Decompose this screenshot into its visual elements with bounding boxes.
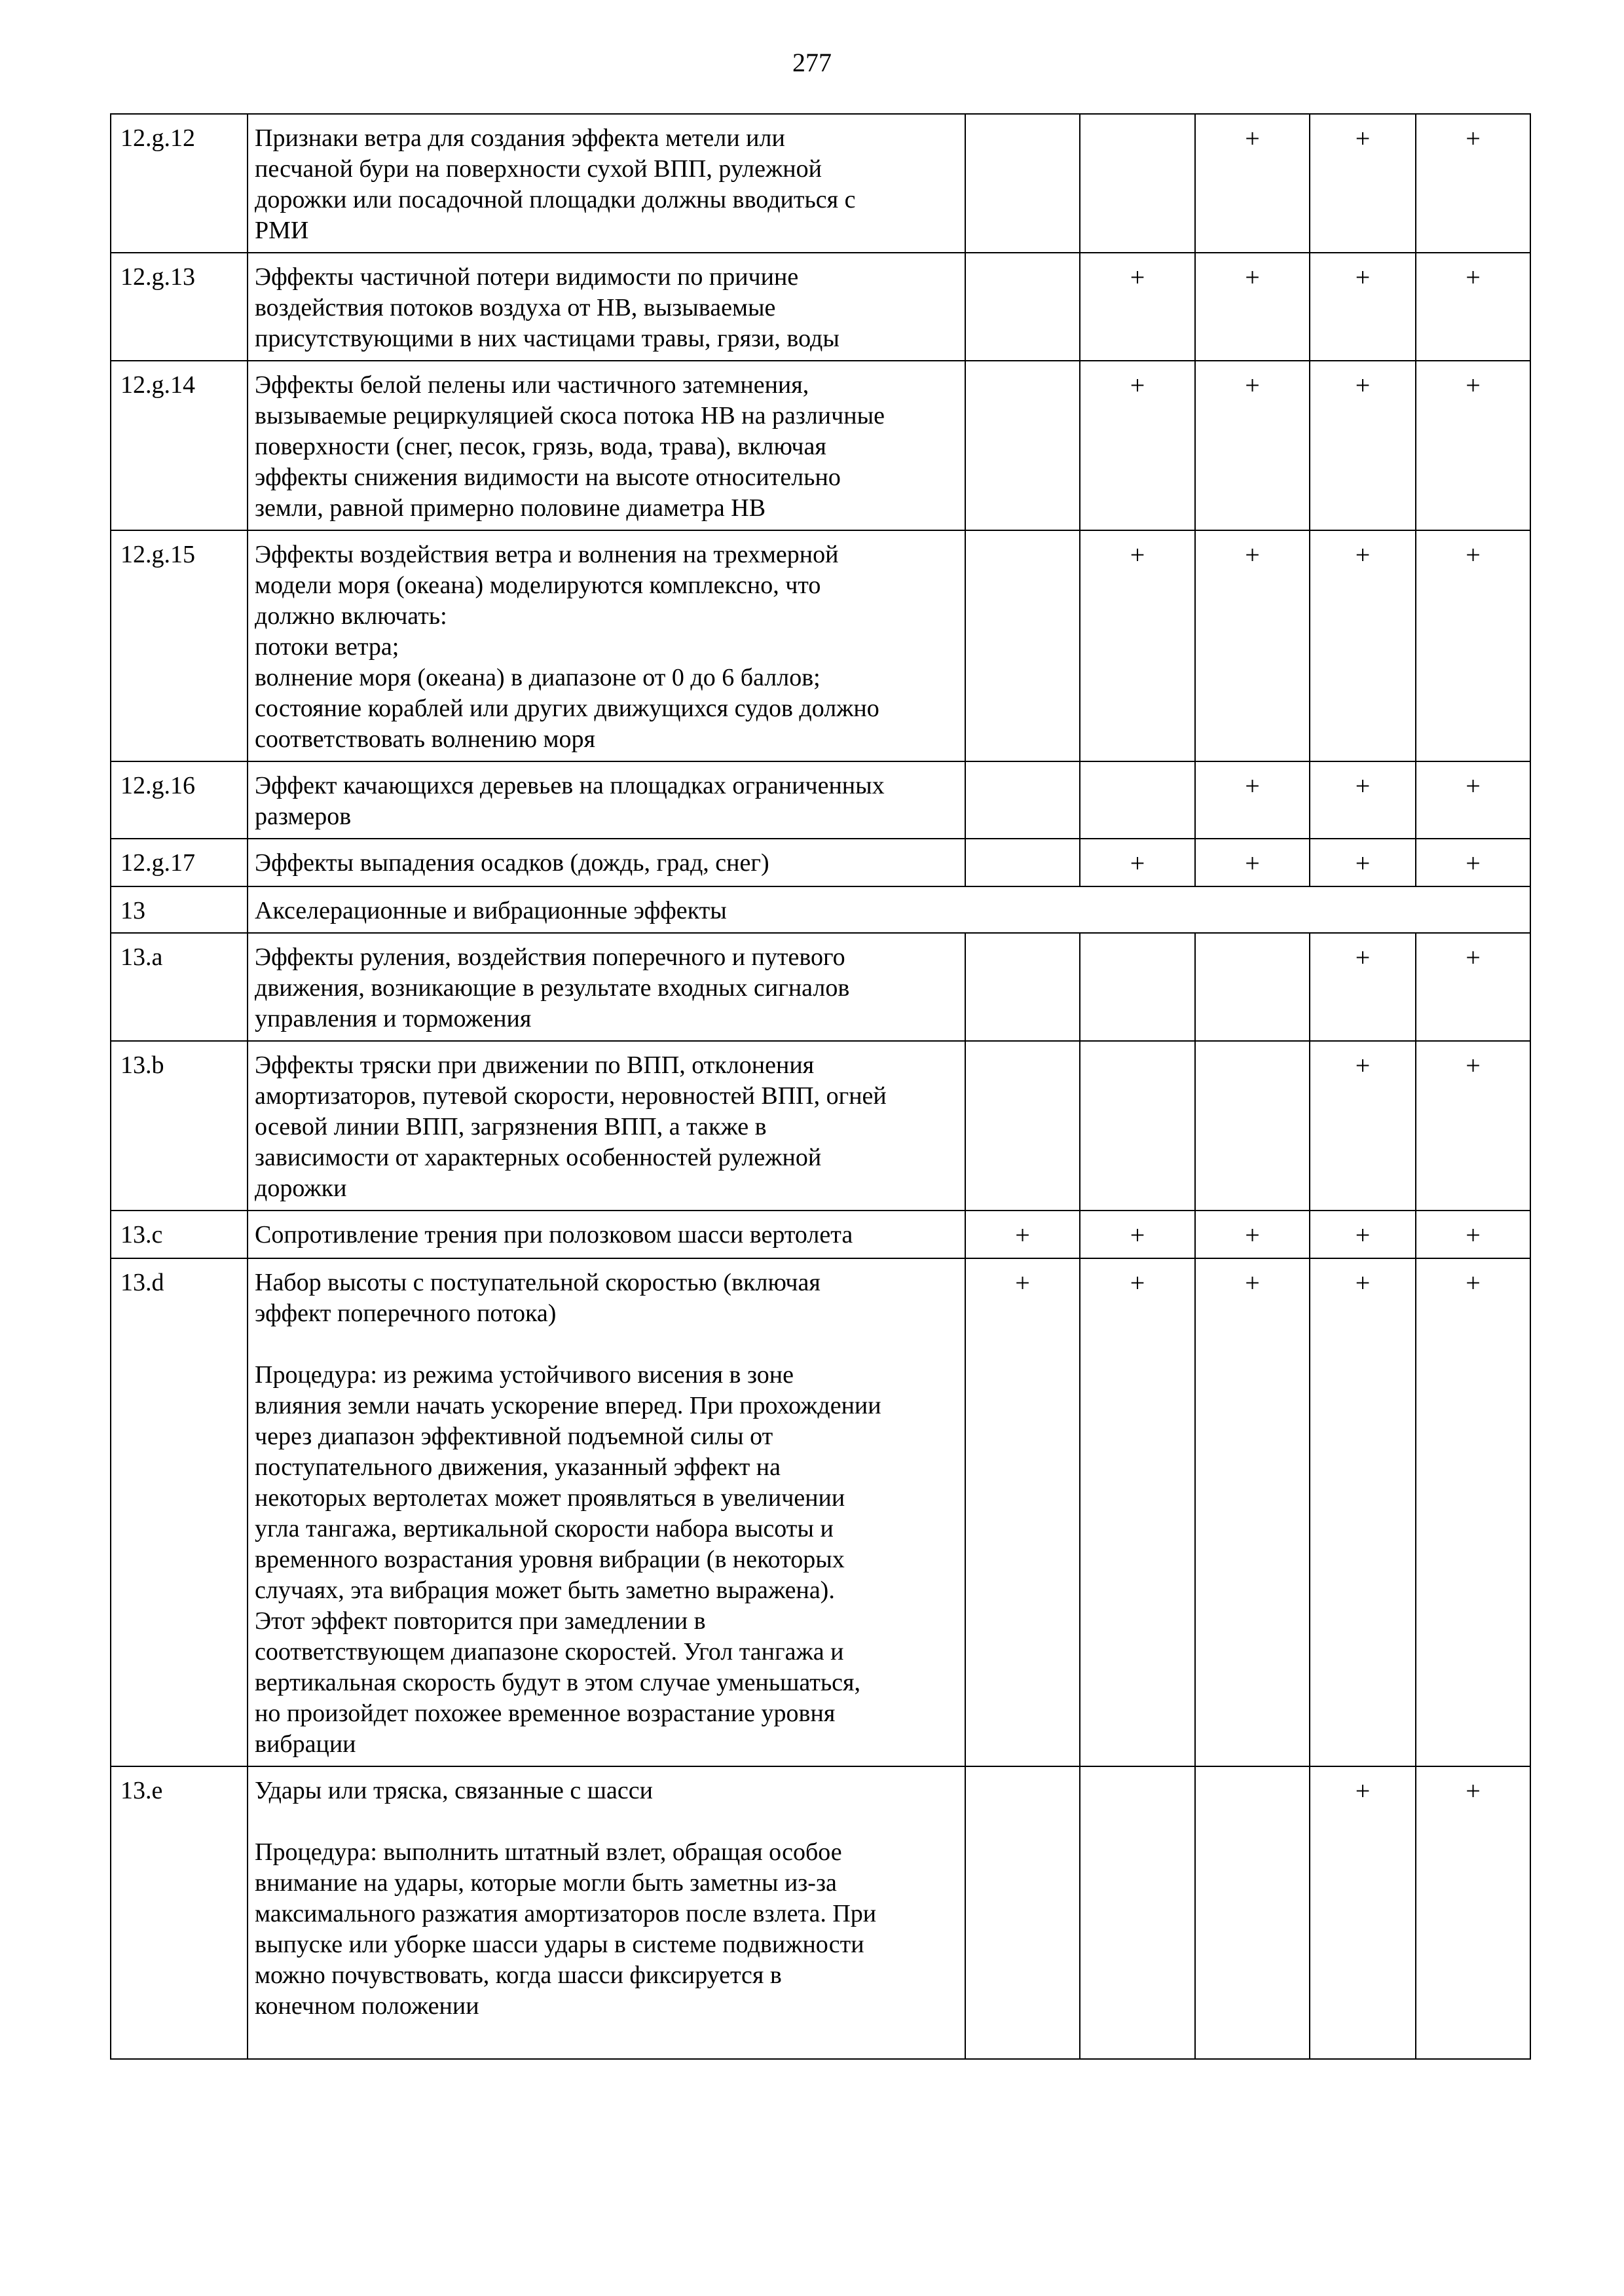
row-number: 13.a [111, 933, 248, 1041]
level-cell-2 [1080, 1211, 1195, 1258]
level-cell-3 [1195, 1211, 1310, 1258]
mark: + [1130, 540, 1145, 570]
description-line: Эффект качающихся деревьев на площадках ограниченных [255, 772, 885, 799]
table-row [111, 933, 1530, 1041]
level-cell-3 [1195, 761, 1310, 839]
level-cell-5 [1416, 530, 1530, 761]
row-number: 12.g.15 [111, 530, 248, 761]
mark: + [1466, 943, 1481, 972]
description-line: волнение моря (океана) в диапазоне от 0 до 6 баллов; [255, 664, 821, 691]
table-row [111, 761, 1530, 839]
description-line: Эффекты тряски при движении по ВПП, отклонения [255, 1051, 815, 1079]
row-description [248, 761, 965, 839]
description-line: потоки ветра; [255, 633, 399, 661]
level-cell-2 [1080, 1766, 1195, 2059]
description-line: случаях, эта вибрация может быть заметно выражена). [255, 1576, 835, 1604]
paragraph-gap [255, 1329, 959, 1360]
description-line: дорожки или посадочной площадки должны вводиться с [255, 186, 856, 213]
mark: + [1245, 124, 1260, 153]
description-line: Акселерационные и вибрационные эффекты [255, 897, 727, 924]
mark: + [1355, 1268, 1371, 1298]
level-cell-4 [1310, 933, 1416, 1041]
description-line: амортизаторов, путевой скорости, неровностей ВПП, огней [255, 1082, 887, 1110]
description-line: модели моря (океана) моделируются комплексно, что [255, 572, 821, 599]
level-cell-4 [1310, 1258, 1416, 1766]
description-line: поступательного движения, указанный эффект на [255, 1453, 781, 1481]
mark: + [1245, 1268, 1260, 1298]
description-line: эффекты снижения видимости на высоте относительно [255, 464, 841, 491]
mark: + [1015, 1268, 1030, 1298]
mark: + [1245, 371, 1260, 400]
description-line: максимального разжатия амортизаторов после взлета. При [255, 1900, 877, 1927]
row-number: 12.g.12 [111, 114, 248, 253]
description-line: Эффекты воздействия ветра и волнения на трехмерной [255, 541, 839, 568]
description-line: временного возрастания уровня вибрации (в некоторых [255, 1546, 845, 1573]
level-cell-5 [1416, 1211, 1530, 1258]
mark: + [1466, 124, 1481, 153]
level-cell-3 [1195, 361, 1310, 530]
level-cell-2 [1080, 1258, 1195, 1766]
mark: + [1355, 943, 1371, 972]
level-cell-5 [1416, 1041, 1530, 1211]
level-cell-4 [1310, 253, 1416, 361]
mark: + [1466, 263, 1481, 292]
level-cell-3 [1195, 114, 1310, 253]
row-description [248, 1258, 965, 1766]
description-line: Процедура: из режима устойчивого висения в зоне [255, 1361, 794, 1389]
level-cell-5 [1416, 114, 1530, 253]
description-line: через диапазон эффективной подъемной силы от [255, 1423, 773, 1450]
description-line: влияния земли начать ускорение вперед. При прохождении [255, 1392, 881, 1419]
description-line: Процедура: выполнить штатный взлет, обращая особое [255, 1838, 842, 1866]
description-line: дорожки [255, 1175, 347, 1202]
description-line: Удары или тряска, связанные с шасси [255, 1777, 653, 1804]
mark: + [1355, 1051, 1371, 1080]
paragraph-gap [255, 1806, 959, 1837]
description-line: но произойдет похожее временное возрастание уровня [255, 1700, 836, 1727]
table-row [111, 1258, 1530, 1766]
level-cell-5 [1416, 253, 1530, 361]
level-cell-4 [1310, 1211, 1416, 1258]
table-row [111, 1766, 1530, 2059]
row-number: 13.c [111, 1211, 248, 1258]
description-line: поверхности (снег, песок, грязь, вода, трава), включая [255, 433, 826, 460]
level-cell-1 [965, 839, 1080, 886]
level-cell-3 [1195, 1766, 1310, 2059]
mark: + [1466, 1776, 1481, 1806]
row-description [248, 361, 965, 530]
description-line: внимание на удары, которые могли быть заметны из-за [255, 1869, 837, 1897]
level-cell-1 [965, 530, 1080, 761]
row-description [248, 933, 965, 1041]
description-line: Эффекты белой пелены или частичного затемнения, [255, 371, 809, 399]
mark: + [1355, 263, 1371, 292]
description-line: земли, равной примерно половине диаметра НВ [255, 494, 766, 522]
level-cell-1 [965, 114, 1080, 253]
table-row [111, 361, 1530, 530]
mark: + [1130, 848, 1145, 878]
description-line: Эффекты частичной потери видимости по причине [255, 263, 799, 291]
mark: + [1245, 771, 1260, 801]
description-line: можно почувствовать, когда шасси фиксируется в [255, 1961, 782, 1989]
row-number: 12.g.13 [111, 253, 248, 361]
level-cell-4 [1310, 1041, 1416, 1211]
mark: + [1355, 124, 1371, 153]
row-number: 13 [111, 886, 248, 933]
level-cell-1 [965, 1766, 1080, 2059]
level-cell-3 [1195, 1041, 1310, 1211]
description-line: выпуске или уборке шасси удары в системе подвижности [255, 1931, 864, 1958]
description-line: вертикальная скорость будут в этом случае уменьшаться, [255, 1669, 861, 1696]
description-line: соответствующем диапазоне скоростей. Угол тангажа и [255, 1638, 844, 1666]
level-cell-4 [1310, 114, 1416, 253]
level-cell-2 [1080, 253, 1195, 361]
level-cell-2 [1080, 361, 1195, 530]
row-number: 12.g.17 [111, 839, 248, 886]
level-cell-3 [1195, 839, 1310, 886]
level-cell-1 [965, 253, 1080, 361]
row-number: 13.b [111, 1041, 248, 1211]
description-line: Эффекты выпадения осадков (дождь, град, снег) [255, 849, 769, 877]
description-line: состояние кораблей или других движущихся судов должно [255, 695, 879, 722]
mark: + [1466, 1051, 1481, 1080]
description-line: Сопротивление трения при полозковом шасси вертолета [255, 1221, 853, 1248]
table-row [111, 1041, 1530, 1211]
description-line: должно включать: [255, 602, 447, 630]
level-cell-1 [965, 1211, 1080, 1258]
mark: + [1130, 1268, 1145, 1298]
row-description [248, 1211, 965, 1258]
mark: + [1466, 848, 1481, 878]
description-line: движения, возникающие в результате входных сигналов [255, 974, 850, 1002]
table-row [111, 886, 1530, 933]
row-description [248, 114, 965, 253]
level-cell-4 [1310, 761, 1416, 839]
description-line: конечном положении [255, 1992, 479, 2020]
mark: + [1466, 540, 1481, 570]
description-line: Эффекты руления, воздействия поперечного и путевого [255, 943, 845, 971]
level-cell-1 [965, 761, 1080, 839]
row-number: 12.g.14 [111, 361, 248, 530]
description-line: Признаки ветра для создания эффекта метели или [255, 124, 785, 152]
description-line: угла тангажа, вертикальной скорости набора высоты и [255, 1515, 834, 1542]
level-cell-5 [1416, 1258, 1530, 1766]
description-line: управления и торможения [255, 1005, 532, 1032]
level-cell-1 [965, 1258, 1080, 1766]
level-cell-4 [1310, 1766, 1416, 2059]
level-cell-4 [1310, 839, 1416, 886]
row-description [248, 839, 965, 886]
description-line: Этот эффект повторится при замедлении в [255, 1607, 706, 1635]
mark: + [1355, 848, 1371, 878]
description-line: зависимости от характерных особенностей рулежной [255, 1144, 822, 1171]
description-line: эффект поперечного потока) [255, 1300, 557, 1327]
level-cell-5 [1416, 839, 1530, 886]
table-row [111, 839, 1530, 886]
row-description [248, 530, 965, 761]
page-number: 277 [792, 48, 832, 77]
level-cell-2 [1080, 933, 1195, 1041]
description-line: вызываемые рециркуляцией скоса потока НВ на различные [255, 402, 885, 429]
level-cell-1 [965, 361, 1080, 530]
description-line: осевой линии ВПП, загрязнения ВПП, а также в [255, 1113, 767, 1140]
mark: + [1245, 263, 1260, 292]
level-cell-5 [1416, 933, 1530, 1041]
mark: + [1130, 263, 1145, 292]
description-line: размеров [255, 803, 352, 830]
level-cell-2 [1080, 761, 1195, 839]
description-line: вибрации [255, 1730, 356, 1758]
table-row [111, 530, 1530, 761]
level-cell-3 [1195, 1258, 1310, 1766]
level-cell-2 [1080, 839, 1195, 886]
mark: + [1130, 1220, 1145, 1250]
mark: + [1466, 371, 1481, 400]
description-line: песчаной бури на поверхности сухой ВПП, рулежной [255, 155, 822, 183]
description-line: Набор высоты с поступательной скоростью (включая [255, 1269, 821, 1296]
description-line: РМИ [255, 217, 309, 244]
mark: + [1466, 771, 1481, 801]
description-line: некоторых вертолетах может проявляться в увеличении [255, 1484, 845, 1512]
description-line: присутствующими в них частицами травы, грязи, воды [255, 325, 840, 352]
table-row [111, 253, 1530, 361]
mark: + [1355, 1220, 1371, 1250]
level-cell-5 [1416, 361, 1530, 530]
mark: + [1466, 1268, 1481, 1298]
mark: + [1355, 371, 1371, 400]
row-description [248, 1766, 965, 2059]
level-cell-3 [1195, 933, 1310, 1041]
row-description [248, 1041, 965, 1211]
level-cell-2 [1080, 114, 1195, 253]
mark: + [1130, 371, 1145, 400]
mark: + [1245, 848, 1260, 878]
row-number: 13.e [111, 1766, 248, 2059]
mark: + [1245, 540, 1260, 570]
mark: + [1466, 1220, 1481, 1250]
row-description [248, 253, 965, 361]
level-cell-1 [965, 933, 1080, 1041]
level-cell-5 [1416, 761, 1530, 839]
level-cell-4 [1310, 530, 1416, 761]
level-cell-2 [1080, 530, 1195, 761]
mark: + [1245, 1220, 1260, 1250]
paragraph-gap [255, 2022, 959, 2052]
level-cell-1 [965, 1041, 1080, 1211]
table-row [111, 114, 1530, 253]
level-cell-3 [1195, 253, 1310, 361]
row-number: 13.d [111, 1258, 248, 1766]
mark: + [1355, 771, 1371, 801]
table-row [111, 1211, 1530, 1258]
level-cell-5 [1416, 1766, 1530, 2059]
description-line: соответствовать волнению моря [255, 725, 595, 753]
level-cell-3 [1195, 530, 1310, 761]
level-cell-2 [1080, 1041, 1195, 1211]
level-cell-4 [1310, 361, 1416, 530]
row-description [248, 886, 1530, 933]
requirements-table [110, 113, 1531, 2060]
description-line: воздействия потоков воздуха от НВ, вызываемые [255, 294, 776, 321]
mark: + [1355, 540, 1371, 570]
mark: + [1015, 1220, 1030, 1250]
table-body [111, 114, 1530, 2059]
mark: + [1355, 1776, 1371, 1806]
row-number: 12.g.16 [111, 761, 248, 839]
